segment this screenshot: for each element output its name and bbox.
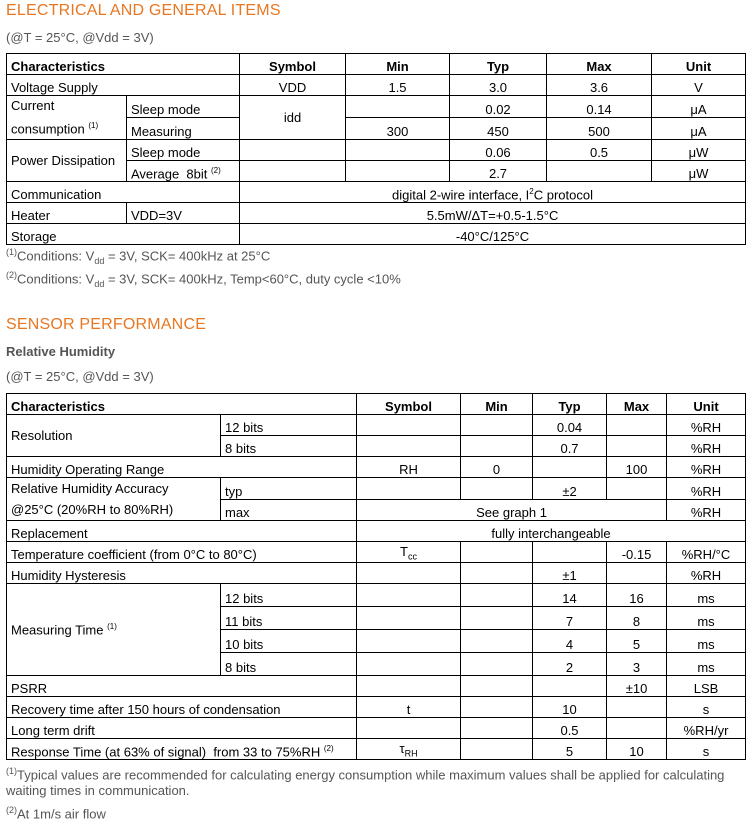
footnote-2-sub: dd [94,278,105,289]
recovery-unit: s [667,697,746,718]
footnote-1-text: Conditions: V [17,248,95,264]
psrr-label: PSRR [7,676,357,697]
operating-range-unit: %RH [667,457,746,478]
measuring-max: 3 [607,653,667,676]
measuring-time-text: Measuring Time [11,622,104,638]
temp-coeff-unit: %RH/°C [667,542,746,563]
footnote-2 [6,267,401,292]
accuracy-symbol [357,478,461,500]
psrr-symbol [357,676,461,697]
drift-max [607,718,667,739]
resolution-min [461,415,533,436]
psrr-max: ±10 [607,676,667,697]
header-characteristics: Characteristics [7,54,240,75]
electrical-table [6,53,746,245]
section-title-electrical: ELECTRICAL AND GENERAL ITEMS [6,2,281,19]
measuring-max: 16 [607,584,667,607]
voltage-typ: 3.0 [450,75,547,96]
temp-coeff-symbol [357,542,461,563]
heater-label: Heater [7,203,127,224]
power-sleep-max: 0.5 [547,140,652,161]
footnote-2-text: Conditions: V [17,271,95,287]
current-sleep-min [346,96,450,118]
table-row [7,457,746,478]
accuracy-typ: ±2 [533,478,607,500]
current-measuring-mode: Measuring [127,118,240,140]
humidity-table [6,393,746,760]
measuring-mode: 12 bits [221,584,357,607]
current-sleep-typ: 0.02 [450,96,547,118]
table-row [7,563,746,584]
current-measuring-typ: 450 [450,118,547,140]
recovery-label: Recovery time after 150 hours of condensation [7,697,357,718]
resolution-typ: 0.7 [533,436,607,457]
resolution-label: Resolution [7,415,221,457]
accuracy-label-line2: @25°C (20%RH to 80%RH) [11,502,174,517]
response-text: Response Time (at 63% of signal) from 33 to 75%RH [11,744,321,759]
current-measuring-unit: μA [652,118,746,140]
current-sleep-max: 0.14 [547,96,652,118]
measuring-min [461,584,533,607]
drift-label: Long term drift [7,718,357,739]
current-sleep-unit: μA [652,96,746,118]
power-label: Power Dissipation [7,140,127,182]
accuracy-label [7,478,221,521]
drift-min [461,718,533,739]
response-unit: s [667,739,746,760]
conditions-sensor: (@T = 25°C, @Vdd = 3V) [6,369,154,384]
voltage-max: 3.6 [547,75,652,96]
temp-coeff-min [461,542,533,563]
table-row [7,224,746,245]
footnote-4-text: At 1m/s air flow [17,806,106,822]
table-row [7,676,746,697]
footnote-1-text-end: = 3V, SCK= 400kHz at 25°C [104,248,271,264]
power-average-label: Average 8bit [131,166,208,182]
header-max: Max [607,394,667,415]
drift-typ: 0.5 [533,718,607,739]
measuring-symbol [357,653,461,676]
response-label [7,739,357,760]
measuring-typ: 14 [533,584,607,607]
table-row [7,140,746,161]
measuring-typ: 7 [533,607,607,630]
footnote-2-mark: (2) [6,270,17,280]
psrr-typ [533,676,607,697]
table-row [7,478,746,500]
table-header-row [7,54,746,75]
temp-coeff-label: Temperature coefficient (from 0°C to 80°C) [7,542,357,563]
response-max: 10 [607,739,667,760]
response-min [461,739,533,760]
resolution-symbol [357,415,461,436]
operating-range-min: 0 [461,457,533,478]
header-characteristics: Characteristics [7,394,357,415]
voltage-symbol: VDD [240,75,346,96]
footnote-1-mark: (1) [6,247,17,257]
communication-text-end: C protocol [533,187,593,203]
communication-text: digital 2-wire interface, I [392,187,530,203]
resolution-max [607,415,667,436]
storage-label: Storage [7,224,240,245]
operating-range-label: Humidity Operating Range [7,457,357,478]
drift-symbol [357,718,461,739]
resolution-mode: 8 bits [221,436,357,457]
power-average-symbol [240,161,346,182]
operating-range-typ [533,457,607,478]
temp-coeff-symbol-main: T [400,544,408,560]
psrr-unit: LSB [667,676,746,697]
power-average-typ: 2.7 [450,161,547,182]
accuracy-unit: %RH [667,478,746,500]
response-symbol-main: τ [399,741,405,757]
measuring-min [461,607,533,630]
table-row [7,75,746,96]
measuring-unit: ms [667,630,746,653]
measuring-min [461,653,533,676]
header-symbol: Symbol [357,394,461,415]
heater-value: 5.5mW/ΔT=+0.5-1.5°C [240,203,746,224]
footnote-2-text-end: = 3V, SCK= 400kHz, Temp<60°C, duty cycle <10% [104,271,401,287]
table-row [7,584,746,607]
psrr-min [461,676,533,697]
current-sleep-mode: Sleep mode [127,96,240,118]
header-typ: Typ [450,54,547,75]
current-label [7,96,127,140]
hysteresis-symbol [357,563,461,584]
storage-value: -40°C/125°C [240,224,746,245]
resolution-symbol [357,436,461,457]
header-min: Min [346,54,450,75]
table-row [7,203,746,224]
operating-range-max: 100 [607,457,667,478]
replacement-value: fully interchangeable [357,521,746,542]
response-symbol-sub: RH [404,749,418,759]
response-typ: 5 [533,739,607,760]
measuring-max: 8 [607,607,667,630]
power-sleep-mode: Sleep mode [127,140,240,161]
footnote-4 [6,802,106,822]
footnote-4-mark: (2) [6,805,17,815]
hysteresis-typ: ±1 [533,563,607,584]
resolution-unit: %RH [667,415,746,436]
temp-coeff-max: -0.15 [607,542,667,563]
current-measuring-min: 300 [346,118,450,140]
section-title-sensor: SENSOR PERFORMANCE [6,316,207,333]
header-unit: Unit [667,394,746,415]
current-label-line2: consumption [11,121,85,137]
table-row [7,521,746,542]
communication-sup: 2 [529,187,534,196]
recovery-symbol: t [357,697,461,718]
measuring-typ: 2 [533,653,607,676]
accuracy-max [607,478,667,500]
response-note-mark: (2) [323,743,334,753]
replacement-label: Replacement [7,521,357,542]
header-typ: Typ [533,394,607,415]
measuring-min [461,630,533,653]
conditions-electrical: (@T = 25°C, @Vdd = 3V) [6,30,154,45]
header-symbol: Symbol [240,54,346,75]
resolution-max [607,436,667,457]
current-measuring-max: 500 [547,118,652,140]
hysteresis-min [461,563,533,584]
table-row [7,739,746,760]
table-row [7,697,746,718]
measuring-unit: ms [667,653,746,676]
measuring-symbol [357,584,461,607]
hysteresis-max [607,563,667,584]
table-row [7,182,746,203]
current-symbol: idd [240,96,346,140]
footnote-3 [6,763,746,799]
power-sleep-typ: 0.06 [450,140,547,161]
hysteresis-unit: %RH [667,563,746,584]
communication-value [240,182,746,203]
power-average-mode [127,161,240,182]
temp-coeff-symbol-sub: cc [407,552,417,562]
header-min: Min [461,394,533,415]
recovery-max [607,697,667,718]
subtitle-humidity: Relative Humidity [6,344,116,359]
measuring-unit: ms [667,584,746,607]
accuracy-min [461,478,533,500]
footnote-3-text: Typical values are recommended for calculating energy consumption while maximum values shall be applied for calculating waiting times in communication. [6,767,725,799]
power-average-note-mark: (2) [211,166,221,175]
voltage-min: 1.5 [346,75,450,96]
resolution-min [461,436,533,457]
measuring-unit: ms [667,607,746,630]
recovery-typ: 10 [533,697,607,718]
resolution-mode: 12 bits [221,415,357,436]
recovery-min [461,697,533,718]
measuring-mode: 11 bits [221,607,357,630]
communication-label: Communication [7,182,240,203]
current-label-line1: Current [11,98,55,113]
current-note-mark: (1) [88,121,99,130]
voltage-label: Voltage Supply [7,75,240,96]
power-sleep-unit: μW [652,140,746,161]
operating-range-symbol: RH [357,457,461,478]
power-sleep-symbol [240,140,346,161]
accuracy-max-unit: %RH [667,499,746,521]
measuring-typ: 4 [533,630,607,653]
footnote-3-mark: (1) [6,766,17,776]
heater-condition: VDD=3V [127,203,240,224]
resolution-typ: 0.04 [533,415,607,436]
table-row [7,718,746,739]
accuracy-max-mode: max [221,499,357,521]
measuring-mode: 8 bits [221,653,357,676]
hysteresis-label: Humidity Hysteresis [7,563,357,584]
measuring-symbol [357,607,461,630]
power-average-max [547,161,652,182]
table-row [7,415,746,436]
header-max: Max [547,54,652,75]
measuring-time-label [7,584,221,676]
resolution-unit: %RH [667,436,746,457]
temp-coeff-typ [533,542,607,563]
table-row [7,542,746,563]
power-average-unit: μW [652,161,746,182]
measuring-max: 5 [607,630,667,653]
footnote-1 [6,244,270,269]
header-unit: Unit [652,54,746,75]
measuring-symbol [357,630,461,653]
response-symbol [357,739,461,760]
measuring-time-note-mark: (1) [107,621,117,631]
table-row [7,96,746,118]
accuracy-typ-mode: typ [221,478,357,500]
accuracy-graph-ref: See graph 1 [357,499,667,521]
table-header-row [7,394,746,415]
footnote-1-sub: dd [94,255,105,266]
measuring-mode: 10 bits [221,630,357,653]
power-sleep-min [346,140,450,161]
power-average-min [346,161,450,182]
voltage-unit: V [652,75,746,96]
drift-unit: %RH/yr [667,718,746,739]
accuracy-label-line1: Relative Humidity Accuracy [11,481,169,496]
